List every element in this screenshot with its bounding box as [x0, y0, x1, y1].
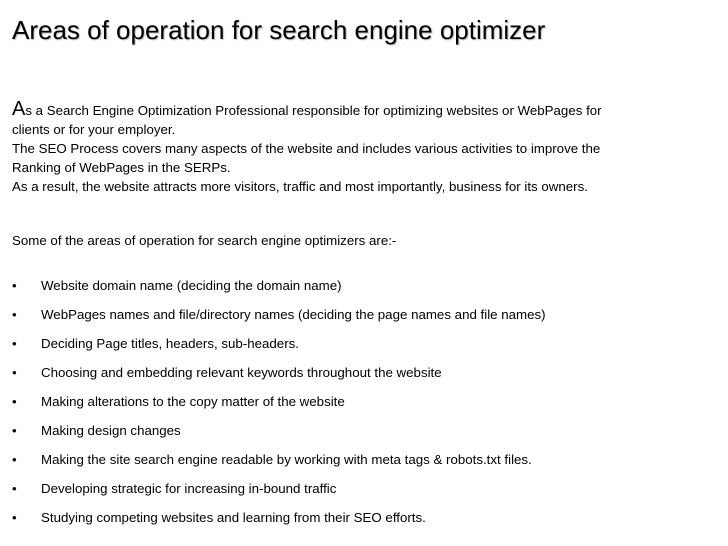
intro-line-1-text: s a Search Engine Optimization Professional responsible for optimizing websites or WebPages for	[25, 103, 602, 118]
intro-line-2: clients or for your employer.	[12, 122, 176, 137]
list-item	[0, 508, 728, 537]
intro-line-4: Ranking of WebPages in the SERPs.	[12, 160, 231, 175]
list-item	[0, 392, 728, 421]
bullet-icon: •	[12, 365, 17, 380]
bullet-icon: •	[12, 394, 17, 409]
areas-list	[0, 276, 728, 537]
list-item	[0, 450, 728, 479]
bullet-icon: •	[12, 278, 17, 293]
list-item	[0, 305, 728, 334]
list-item-text: Developing strategic for increasing in-bound traffic	[41, 481, 337, 496]
lead-in-text: Some of the areas of operation for search engine optimizers are:-	[12, 233, 397, 248]
bullet-icon: •	[12, 481, 17, 496]
list-item	[0, 421, 728, 450]
list-item-text: Making alterations to the copy matter of the website	[41, 394, 345, 409]
intro-line-5: As a result, the website attracts more visitors, traffic and most importantly, business for its owners.	[12, 179, 588, 194]
bullet-icon: •	[12, 423, 17, 438]
slide-title: Areas of operation for search engine optimizer	[12, 15, 546, 45]
bullet-icon: •	[12, 510, 17, 525]
list-item	[0, 363, 728, 392]
bullet-icon: •	[12, 307, 17, 322]
list-item	[0, 276, 728, 305]
intro-line-3: The SEO Process covers many aspects of the website and includes various activities to improve the	[12, 141, 601, 156]
list-item	[0, 334, 728, 363]
intro-paragraph	[12, 100, 712, 196]
list-item	[0, 479, 728, 508]
list-item-text: Making design changes	[41, 423, 181, 438]
bullet-icon: •	[12, 452, 17, 467]
intro-line-1	[12, 100, 712, 120]
list-item-text: Website domain name (deciding the domain name)	[41, 278, 342, 293]
list-item-text: WebPages names and file/directory names (deciding the page names and file names)	[41, 307, 546, 322]
list-item-text: Making the site search engine readable by working with meta tags & robots.txt files.	[41, 452, 532, 467]
intro-drop-letter: A	[12, 98, 26, 120]
list-item-text: Deciding Page titles, headers, sub-headers.	[41, 336, 299, 351]
bullet-icon: •	[12, 336, 17, 351]
list-item-text: Choosing and embedding relevant keywords throughout the website	[41, 365, 442, 380]
list-item-text: Studying competing websites and learning from their SEO efforts.	[41, 510, 426, 525]
